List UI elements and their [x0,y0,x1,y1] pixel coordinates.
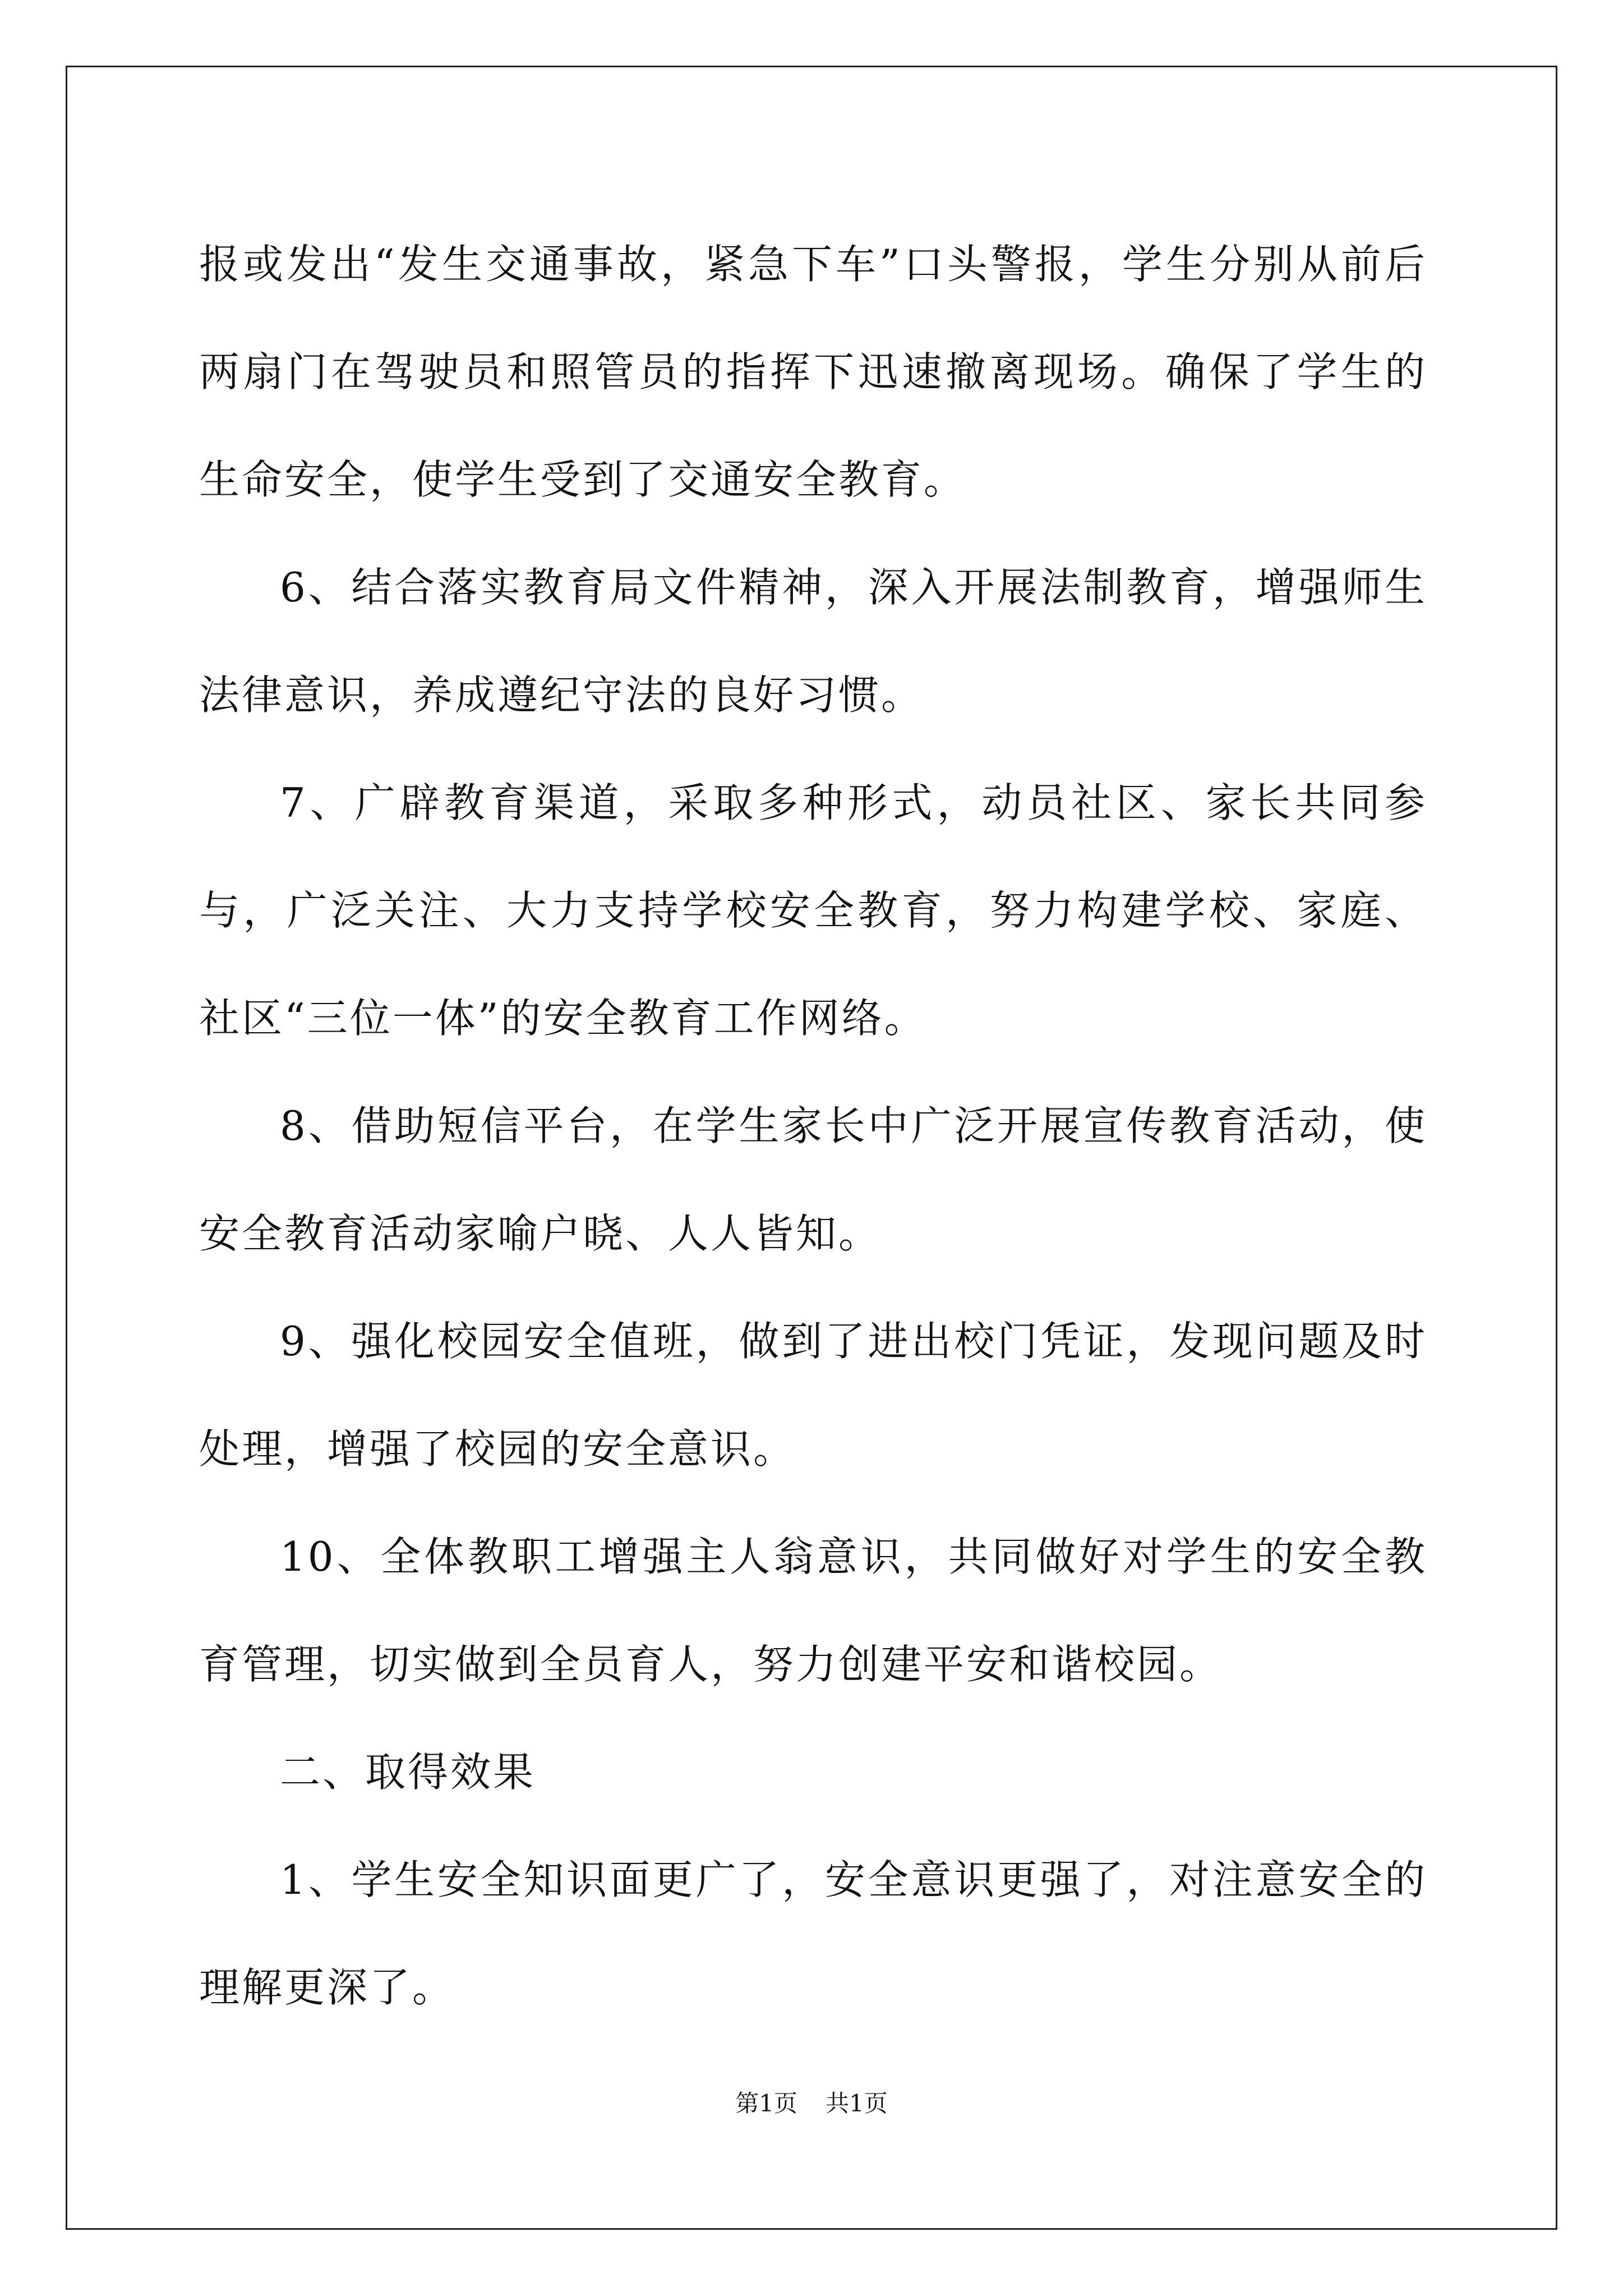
paragraph-result-1: 1、学生安全知识面更广了，安全意识更强了，对注意安全的理解更深了。 [199,1856,1427,2011]
page-number-total: 共1页 [826,2090,888,2117]
paragraph-item-8: 8、借助短信平台，在学生家长中广泛开展宣传教育活动，使安全教育活动家喻户晓、人人皆知。 [199,1102,1427,1257]
paragraph-continuation: 报或发出“发生交通事故，紧急下车”口头警报，学生分别从前后两扇门在驾驶员和照管员的指挥下迅速撤离现场。确保了学生的生命安全，使学生受到了交通安全教育。 [199,241,1427,503]
paragraph-item-6: 6、结合落实教育局文件精神，深入开展法制教育，增强师生法律意识，养成遵纪守法的良好习惯。 [199,564,1427,719]
paragraph-item-10: 10、全体教职工增强主人翁意识，共同做好对学生的安全教育管理，切实做到全员育人，努力创建平安和谐校园。 [199,1533,1427,1688]
section-heading-results: 二、取得效果 [280,1749,536,1796]
paragraph-item-9: 9、强化校园安全值班，做到了进出校门凭证，发现问题及时处理，增强了校园的安全意识。 [199,1318,1427,1473]
page-number-current: 第1页 [735,2090,797,2117]
document-body [199,210,1427,2041]
page-footer [0,2090,1623,2118]
paragraph-item-7: 7、广辟教育渠道，采取多种形式，动员社区、家长共同参与，广泛关注、大力支持学校安全教育，努力构建学校、家庭、社区“三位一体”的安全教育工作网络。 [199,779,1427,1042]
